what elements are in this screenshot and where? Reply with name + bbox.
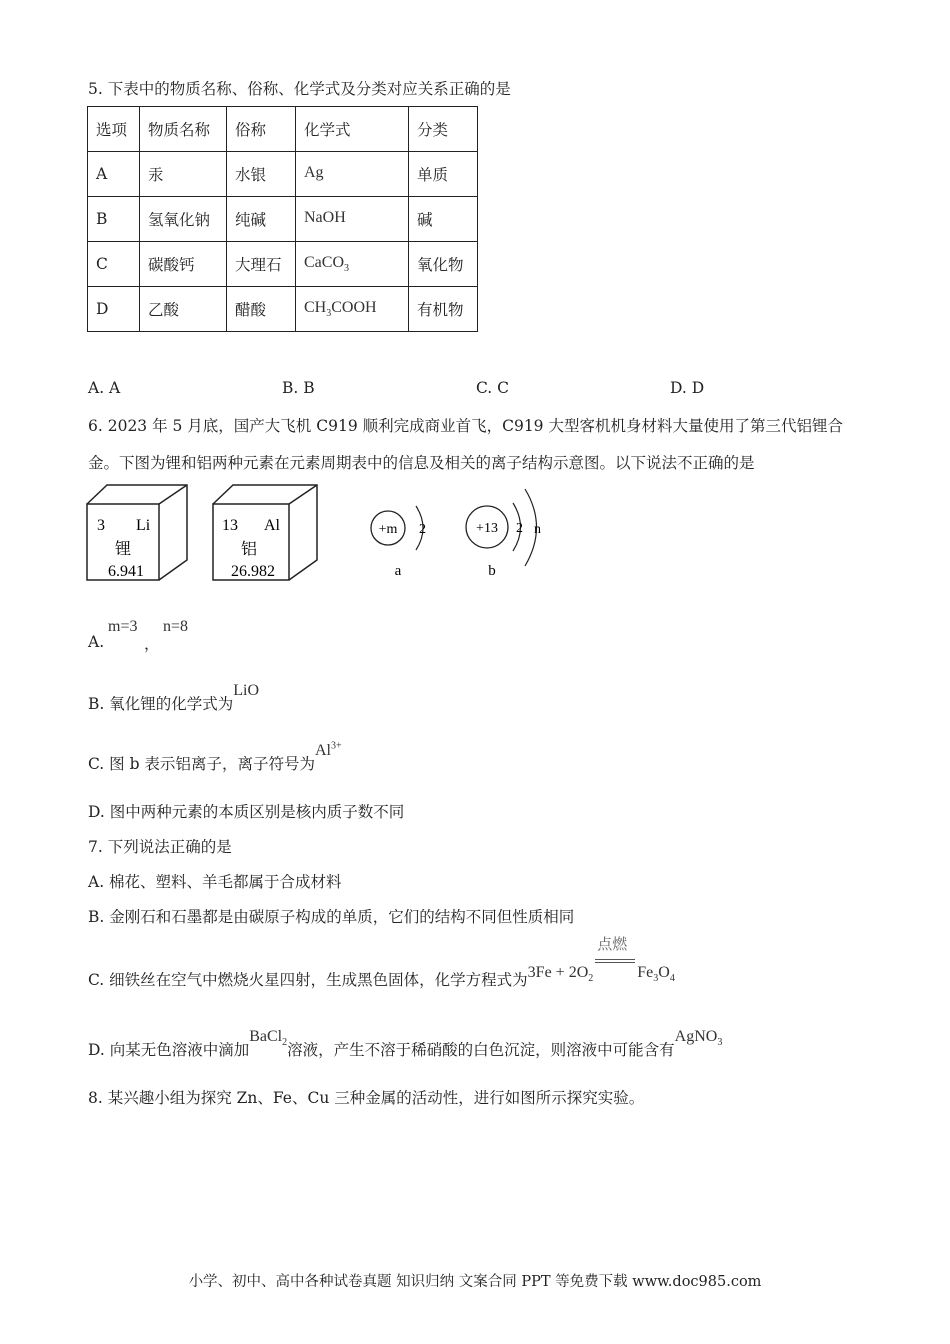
page-footer: 小学、初中、高中各种试卷真题 知识归纳 文案合同 PPT 等免费下载 www.doc985.com: [188, 1274, 762, 1290]
al-element-card: [213, 485, 317, 580]
reaction-condition: 点燃: [597, 935, 628, 953]
q6-figure: [86, 484, 566, 588]
q6-stem-line2: 金。下图为锂和铝两种元素在元素周期表中的信息及相关的离子结构示意图。以下说法不正确的是: [88, 454, 755, 472]
q7-option-c-lhs: $3Fe + 2O_2$: [527, 964, 594, 985]
cell-option: A: [88, 152, 140, 197]
al-number: 13: [222, 517, 238, 534]
q5-choice-a[interactable]: A. A: [88, 379, 121, 397]
cell-class: 氧化物: [409, 242, 478, 287]
cell-name: 汞: [140, 152, 227, 197]
cell-name: 氢氧化钠: [140, 197, 227, 242]
q6-option-c-formula: $Al^{3+}$: [314, 740, 342, 759]
q5-stem: 5. 下表中的物质名称、俗称、化学式及分类对应关系正确的是: [88, 80, 511, 98]
q7-option-d-reagent: BaCl$_2$: [249, 1028, 288, 1049]
q6-option-b[interactable]: [88, 682, 260, 714]
cell-common: 醋酸: [227, 287, 296, 332]
header-class: 分类: [409, 107, 478, 152]
cell-name: 碳酸钙: [140, 242, 227, 287]
element-figure: [86, 484, 566, 584]
table-row: [88, 152, 478, 197]
cell-name: 乙酸: [140, 287, 227, 332]
table-header-row: [88, 107, 478, 152]
q7-option-d-ion: AgNO$_3$: [674, 1028, 723, 1049]
q7-option-c-rhs: $Fe_3O_4$: [637, 964, 675, 985]
q6-option-d[interactable]: D. 图中两种元素的本质区别是核内质子数不同: [88, 803, 405, 821]
ion-b-shell1: 2: [516, 521, 523, 536]
ion-a-diagram: [371, 506, 426, 579]
cell-option: B: [88, 197, 140, 242]
li-mass: 6.941: [108, 563, 144, 580]
cell-common: 纯碱: [227, 197, 296, 242]
li-number: 3: [97, 517, 105, 534]
cell-class: 有机物: [409, 287, 478, 332]
header-common: 俗称: [227, 107, 296, 152]
q6-option-a-comma: ，: [144, 635, 160, 653]
q6-stem-line1: 6. 2023 年 5 月底，国产大飞机 C919 顺利完成商业首飞，C919 大型客机机身材料大量使用了第三代铝锂合: [88, 417, 843, 435]
table-row: [88, 197, 478, 242]
cell-formula: $CH_3COOH$: [296, 287, 409, 332]
ion-a-nucleus: +m: [378, 522, 398, 537]
al-name: 铝: [241, 539, 258, 558]
q5-choice-d[interactable]: D. D: [670, 379, 705, 397]
q7-option-d[interactable]: [88, 1028, 723, 1062]
cell-formula: NaOH: [296, 197, 409, 242]
cell-class: 碱: [409, 197, 478, 242]
q6-option-a-n: n=8: [163, 618, 189, 635]
li-symbol: Li: [136, 517, 151, 534]
ion-b-shell2: n: [534, 522, 541, 537]
cell-common: 水银: [227, 152, 296, 197]
table-row: [88, 287, 478, 332]
equation-arrow: [593, 935, 637, 977]
ion-b-label: b: [488, 563, 496, 579]
q5-choice-b[interactable]: B. B: [282, 379, 315, 397]
q6-option-a-m: m=3: [108, 618, 138, 635]
q5-choice-c[interactable]: C. C: [476, 379, 510, 397]
ion-a-label: a: [394, 563, 402, 579]
q7-option-d-text2: 溶液，产生不溶于稀硝酸的白色沉淀，则溶液中可能含有: [287, 1041, 675, 1059]
q6-option-c[interactable]: [88, 740, 342, 774]
q5-table: [87, 106, 478, 332]
q7-option-c[interactable]: [88, 935, 675, 992]
cell-common: 大理石: [227, 242, 296, 287]
al-symbol: Al: [264, 517, 280, 534]
q7-stem: 7. 下列说法正确的是: [88, 838, 232, 856]
ion-b-diagram: [466, 489, 541, 579]
q6-option-a-label[interactable]: A.: [88, 633, 105, 651]
header-name: 物质名称: [140, 107, 227, 152]
li-element-card: [87, 485, 187, 580]
table-row: [88, 242, 478, 287]
q7-option-a[interactable]: A. 棉花、塑料、羊毛都属于合成材料: [88, 873, 342, 891]
q7-option-c-text: C. 细铁丝在空气中燃烧火星四射，生成黑色固体，化学方程式为: [88, 971, 528, 989]
cell-class: 单质: [409, 152, 478, 197]
header-option: 选项: [88, 107, 140, 152]
q6-option-c-text: C. 图 b 表示铝离子，离子符号为: [88, 755, 315, 773]
ion-a-shell1: 2: [419, 522, 426, 537]
q8-stem: 8. 某兴趣小组为探究 Zn、Fe、Cu 三种金属的活动性，进行如图所示探究实验。: [88, 1089, 645, 1107]
q7-option-b[interactable]: B. 金刚石和石墨都是由碳原子构成的单质，它们的结构不同但性质相同: [88, 908, 575, 926]
al-mass: 26.982: [231, 563, 275, 580]
cell-formula: CaCO$_3$: [296, 242, 409, 287]
q6-option-b-formula: LiO: [233, 682, 260, 699]
cell-option: C: [88, 242, 140, 287]
q7-option-d-text1: D. 向某无色溶液中滴加: [88, 1041, 250, 1059]
ion-b-nucleus: +13: [476, 521, 498, 536]
header-formula: 化学式: [296, 107, 409, 152]
li-name: 锂: [115, 539, 132, 558]
cell-formula: Ag: [296, 152, 409, 197]
q6-option-b-text: B. 氧化锂的化学式为: [88, 695, 234, 713]
cell-option: D: [88, 287, 140, 332]
